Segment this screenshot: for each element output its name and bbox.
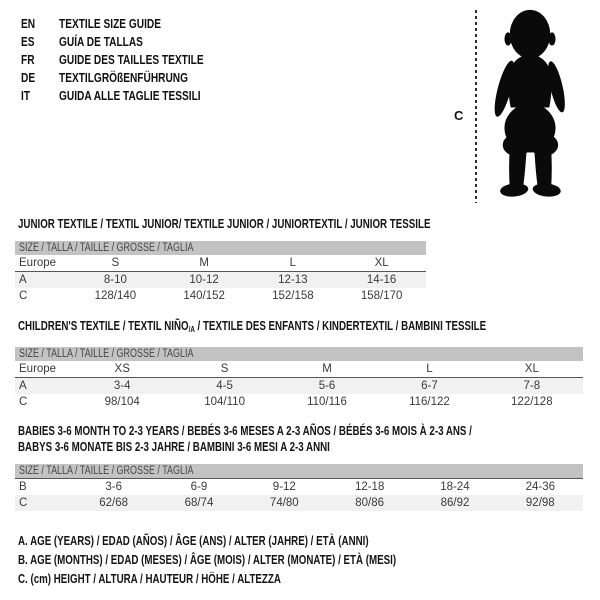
size-value-cell: 62/68: [99, 497, 129, 509]
size-value-cell: 86/92: [440, 497, 470, 509]
size-value-cell: XS: [114, 363, 130, 375]
height-measure-label: C: [454, 108, 464, 123]
language-guide-title: [59, 15, 244, 33]
size-guide-section-children: [15, 318, 600, 410]
table-title-babies: [15, 423, 600, 455]
language-guide-title: [59, 33, 244, 51]
size-value-cell: 68/74: [184, 497, 214, 509]
table-row-babies-b: [15, 479, 583, 495]
size-value-cell: 116/122: [409, 396, 450, 408]
language-row-es: [21, 33, 244, 51]
footnote-text: A. AGE (YEARS) / EDAD (AÑOS) / ÂGE (ANS) / ALTER (JAHRE) / ETÀ (ANNI): [18, 534, 369, 548]
language-code-text: IT: [21, 88, 31, 103]
row-label: Europe: [19, 363, 57, 375]
size-value-cell: XL: [524, 363, 539, 375]
size-table-junior: [15, 241, 426, 304]
table-title-segment: BABIES 3-6 MONTH TO 2-3 YEARS / BEBÉS 3-6 MESES A 2-3 AÑOS / BÉBÉS 3-6 MOIS À 2-3 ANS /: [18, 424, 472, 438]
language-title-list: [21, 15, 244, 105]
size-value-cell: 152/158: [272, 290, 314, 302]
size-header-bar: [15, 241, 426, 255]
size-value-cell: 98/104: [104, 396, 140, 408]
table-title-segment: JUNIOR TEXTILE / TEXTIL JUNIOR/ TEXTILE JUNIOR / JUNIORTEXTIL / JUNIOR TESSILE: [18, 217, 431, 231]
size-header-text: SIZE / TALLA / TAILLE / GRÖSSE / TAGLIA: [19, 465, 194, 477]
language-row-en: [21, 15, 244, 33]
language-code-text: EN: [21, 16, 36, 31]
size-value-cell: 158/170: [360, 290, 403, 302]
size-value-cell: 7-8: [523, 380, 541, 392]
footnote-line-b: [18, 551, 503, 570]
language-guide-title-text: TEXTILE SIZE GUIDE: [59, 16, 161, 31]
height-measure-dashed-line: [475, 10, 477, 203]
language-code: [21, 33, 59, 51]
language-guide-title-text: TEXTILGRÖßENFÜHRUNG: [59, 70, 189, 85]
size-value-cell: S: [111, 257, 120, 269]
size-value-cell: 74/80: [269, 497, 299, 509]
table-title-segment: CHILDREN'S TEXTILE / TEXTIL NIÑO: [18, 319, 189, 333]
size-value-cell: 24-36: [525, 481, 556, 493]
size-value-cell: 3-6: [105, 481, 122, 493]
size-value-cell: 5-6: [318, 380, 336, 392]
size-value-cell: 8-10: [103, 274, 127, 286]
footnote-line-a: [18, 532, 503, 551]
language-row-fr: [21, 51, 244, 69]
table-title-children: [15, 318, 600, 338]
size-value-cell: XL: [374, 257, 389, 269]
size-table-babies: [15, 464, 583, 511]
size-value-cell: M: [199, 257, 209, 269]
language-code-text: ES: [21, 34, 35, 49]
row-label: C: [19, 396, 28, 408]
language-code: [21, 87, 59, 105]
language-guide-title-text: GUIDA ALLE TAGLIE TESSILI: [59, 88, 201, 103]
row-label: B: [19, 481, 27, 493]
language-guide-title-text: GUIDE DES TAILLES TEXTILE: [59, 52, 204, 67]
size-value-cell: 12-18: [354, 481, 385, 493]
table-title-segment: BABYS 3-6 MONATE BIS 2-3 JAHRE / BAMBINI 3-6 MESI A 2-3 ANNI: [18, 440, 330, 454]
size-value-cell: 128/140: [94, 290, 137, 302]
toddler-silhouette-icon: [486, 8, 574, 205]
size-value-cell: 9-12: [272, 481, 296, 493]
size-value-cell: 18-24: [440, 481, 470, 493]
table-row-junior-c: [15, 288, 426, 304]
footnote-legend: [18, 532, 503, 589]
table-title-text: [18, 216, 430, 232]
size-value-cell: 4-5: [216, 380, 233, 392]
language-code-text: DE: [21, 70, 36, 85]
row-label: A: [19, 274, 27, 286]
language-code: [21, 15, 59, 33]
table-row-junior-europe: [15, 255, 426, 272]
size-guide-section-junior: [15, 216, 547, 304]
size-header-text: SIZE / TALLA / TAILLE / GRÖSSE / TAGLIA: [19, 242, 194, 254]
row-label: Europe: [19, 257, 57, 269]
size-value-cell: 140/152: [183, 290, 225, 302]
table-row-children-c: [15, 394, 583, 410]
language-row-it: [21, 87, 244, 105]
row-label: A: [19, 380, 27, 392]
language-code: [21, 69, 59, 87]
row-label: C: [19, 497, 28, 509]
size-table-children: [15, 347, 583, 410]
size-header-bar: [15, 464, 583, 479]
size-value-cell: 104/110: [204, 396, 245, 408]
size-value-cell: 12-13: [278, 274, 308, 286]
size-value-cell: 122/128: [511, 396, 553, 408]
table-title-junior: [15, 216, 547, 232]
size-value-cell: 14-16: [366, 274, 397, 286]
size-header-text: SIZE / TALLA / TAILLE / GRÖSSE / TAGLIA: [19, 348, 194, 360]
size-value-cell: 6-9: [190, 481, 208, 493]
language-code: [21, 51, 59, 69]
size-value-cell: 110/116: [307, 396, 347, 408]
table-row-junior-a: [15, 272, 426, 288]
language-guide-title: [59, 69, 244, 87]
footnote-line-c: [18, 570, 503, 589]
size-value-cell: M: [322, 363, 332, 375]
size-header-bar: [15, 347, 583, 361]
table-title-text: [18, 318, 486, 338]
table-title-text: [18, 423, 472, 455]
table-title-segment: / TEXTILE DES ENFANTS / KINDERTEXTIL / BAMBINI TESSILE: [194, 319, 487, 333]
table-row-children-a: [15, 378, 583, 394]
footnote-text: B. AGE (MONTHS) / EDAD (MESES) / ÂGE (MOIS) / ALTER (MONATE) / ETÀ (MESI): [18, 553, 397, 567]
row-label: C: [19, 290, 28, 302]
footnote-text: C. (cm) HEIGHT / ALTURA / HAUTEUR / HÖHE / ALTEZZA: [18, 572, 281, 586]
language-row-de: [21, 69, 244, 87]
table-row-children-europe: [15, 361, 583, 378]
table-row-babies-c: [15, 495, 583, 511]
size-value-cell: S: [220, 363, 229, 375]
language-code-text: FR: [21, 52, 35, 67]
table-title-segment: /A: [188, 325, 195, 334]
size-value-cell: 92/98: [525, 497, 555, 509]
size-value-cell: 10-12: [189, 274, 219, 286]
size-value-cell: L: [426, 363, 433, 375]
language-guide-title: [59, 51, 244, 69]
size-guide-section-babies: [15, 423, 600, 511]
language-guide-title-text: GUÍA DE TALLAS: [59, 34, 143, 49]
size-value-cell: 6-7: [421, 380, 438, 392]
size-value-cell: 3-4: [113, 380, 131, 392]
size-value-cell: 80/86: [355, 497, 385, 509]
language-guide-title: [59, 87, 244, 105]
size-value-cell: L: [289, 257, 297, 269]
